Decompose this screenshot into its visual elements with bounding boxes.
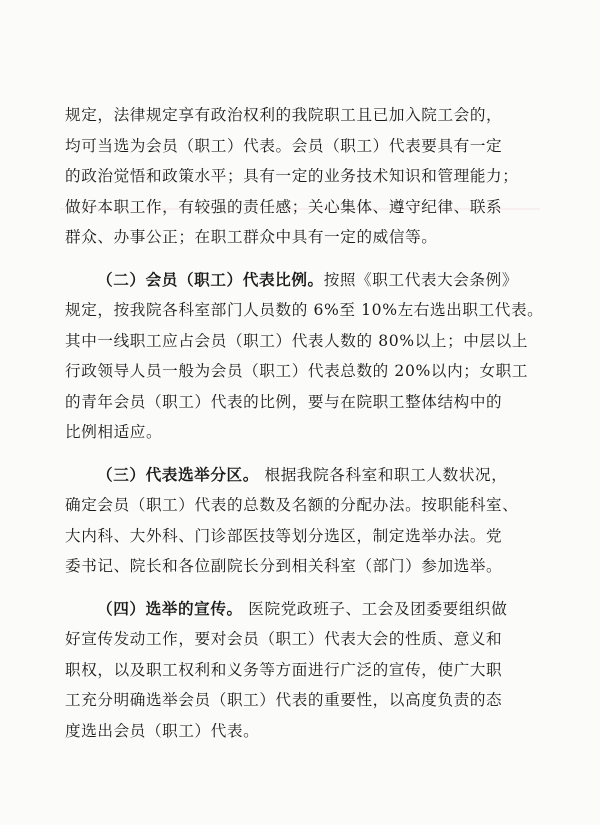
text-line: 其中一线职工应占会员（职工）代表人数的 80%以上；中层以上 [65,331,529,350]
section-heading: （二）会员（职工）代表比例。 [97,269,324,289]
text-line: 做好本职工作，有较强的责任感；关心集体、遵守纪律、联系 [65,197,503,216]
section-heading: （三）代表选举分区。 [97,464,259,484]
text-line: 度选出会员（职工）代表。 [65,721,260,740]
text-line: 好宣传发动工作，要对会员（职工）代表大会的性质、意义和 [65,630,503,648]
text-line: 规定，法律规定享有政治权利的我院职工且已加入院工会的， [65,106,503,124]
section-representative-ratio [65,265,545,448]
text-line [65,265,545,296]
text-line: 行政领导人员一般为会员（职工）代表总数的 20%以内；女职工 [65,362,529,380]
section-text: 按照《职工代表大会条例》 [323,270,519,289]
text-line: 委书记、院长和各位副院长分到相关科室（部门）参加选举。 [65,557,503,575]
document-body [65,100,545,746]
section-election-publicity [65,594,545,747]
text-line: 群众、办事公正；在职工群众中具有一定的威信等。 [65,228,438,246]
section-text: 医院党政班子、工会及团委要组织做 [242,599,508,618]
paragraph-eligibility [65,100,545,253]
text-line: 比例相适应。 [65,423,163,441]
text-line: 工充分明确选举会员（职工）代表的重要性，以高度负责的态 [65,691,503,709]
text-line: 的青年会员（职工）代表的比例，要与在院职工整体结构中的 [65,392,503,411]
text-line: 大内科、大外科、门诊部医技等划分选区，制定选举办法。党 [65,526,503,545]
text-line [65,460,545,491]
text-line: 规定，按我院各科室部门人员数的 6%至 10%左右选出职工代表。 [65,301,544,319]
text-line: 职权，以及职工权利和义务等方面进行广泛的宣传，使广大职 [65,660,503,679]
text-line: 均可当选为会员（职工）代表。会员（职工）代表要具有一定 [65,136,503,155]
section-heading: （四）选举的宣传。 [97,598,243,618]
text-line [65,594,545,625]
text-line: 确定会员（职工）代表的总数及名额的分配办法。按职能科室、 [65,496,519,514]
section-election-districts [65,460,545,582]
section-text: 根据我院各科室和职工人数状况， [258,465,508,484]
text-line: 的政治觉悟和政策水平；具有一定的业务技术知识和管理能力； [65,167,519,185]
